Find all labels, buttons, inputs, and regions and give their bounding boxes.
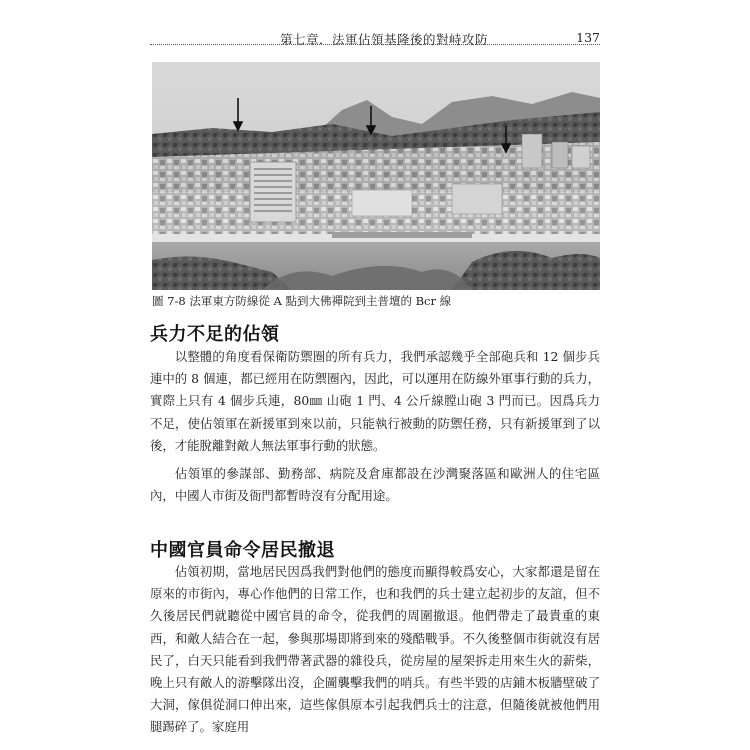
section-heading: 中國官員命令居民撤退 [150,540,335,561]
running-header [150,22,600,47]
body-paragraph: 佔領初期，當地居民因爲我們對他們的態度而顯得較爲安心，大家都還是留在原來的市街內，專心作他們的日常工作，也和我們的兵士建立起初步的友誼，但不久後居民們就聽從中國官員的命令，從我們的周圍撤退。他們帶走了最貴重的東西，和敵人結合在一起，參與那場即將到來的殘酷戰爭。不久後整個市街就沒有居民了，白天只能看到我們帶著武器的雜役兵，從房屋的屋架拆走用來生火的薪柴，晚上只有敵人的游擊隊出沒，企圖襲擊我們的哨兵。有些半毀的店鋪木板牆壁破了大洞，傢俱從洞口伸出來，這些傢俱原本引起我們兵士的注意，但隨後就被他們用腿踢碎了。家庭用 [150,564,600,735]
body-paragraph: 佔領軍的參謀部、勤務部、病院及倉庫都設在沙灣聚落區和歐洲人的住宅區內，中國人市街及衙門都暫時沒有分配用途。 [150,466,600,504]
running-title: 第七章．法軍佔領基隆後的對峙攻防 [280,32,489,47]
keelung-harbor-photo [152,62,600,290]
page-number: 137 [576,30,600,45]
header-divider [150,44,600,45]
body-paragraph: 以整體的角度看保衛防禦圈的所有兵力，我們承認幾乎全部砲兵和 12 個步兵連中的 8 個連，都已經用在防禦圈內，因此，可以運用在防線外軍事行動的兵力，實際上只有 4 個步兵連，80㎜ 山砲 1 門、4 公斤線膛山砲 3 門而已。因爲兵力不足，使佔領軍在新援軍到來以前，只能執行被動的防禦任務，只有新援軍到了以後，才能脫離對敵人無法軍事行動的狀態。 [150,349,600,453]
section-heading: 兵力不足的佔領 [150,324,280,345]
figure-caption: 圖 7-8 法軍東方防線從 A 點到大佛禪院到主普壇的 Bcr 線 [152,294,452,308]
